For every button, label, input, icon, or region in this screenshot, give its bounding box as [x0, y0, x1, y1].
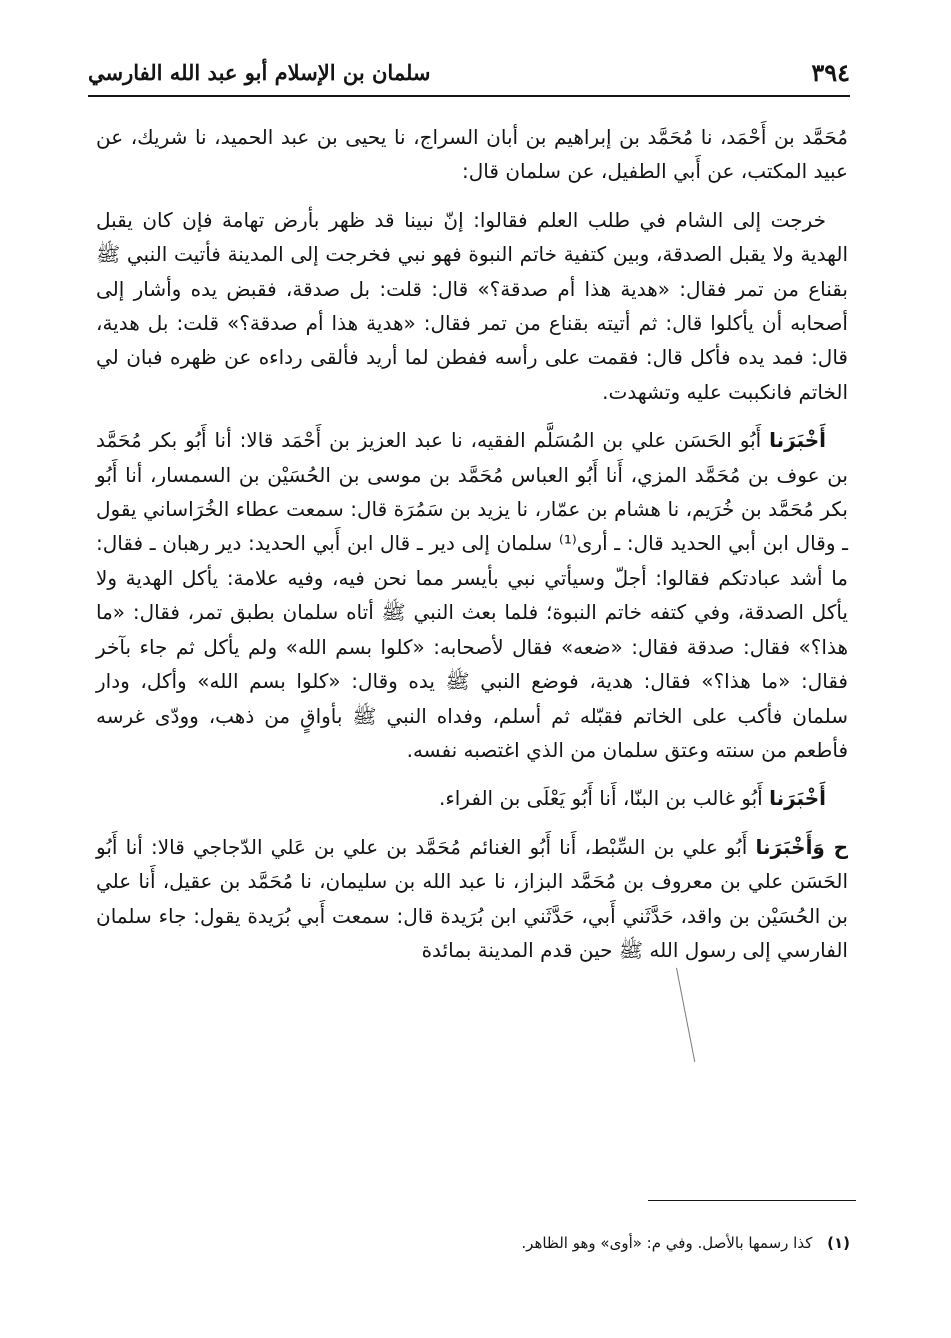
- paragraph-text: أَبُو الحَسَن علي بن المُسَلَّم الفقيه، نا عبد العزيز بن أَحْمَد قالا: أنا أَبُو بكر مُحَمَّد بن عوف بن مُحَمَّد المزي، أَنا أَبُو العباس مُحَمَّد بن موسى بن الحُسَيْن بن السمسار، أنا أَبُو بكر مُحَمَّد بن خُرَيم، نا هشام بن عمّار، نا يزيد بن سَمُرَة قال: سمعت عطاء الخُرَاساني يقول ـ وقال ابن أبي الحديد قال: ـ أرى⁽¹⁾ سلمان إلى دير ـ قال ابن أَبي الحديد: دير رهبان ـ فقال: ما أشد عبادتكم فقالوا: أجلّ وسيأتي نبي بأيسر مما نحن فيه، وفيه علامة: يأكل الهدية ولا يأكل الصدقة، وفي كتفه خاتم النبوة؛ فلما بعث النبي ﷺ أتاه سلمان بطبق تمر، فقال: «ما هذا؟» فقال: صدقة فقال: «ضعه» فقال لأصحابه: «كلوا بسم الله» ولم يأكل ثم جاء بآخر فقال: «ما هذا؟» فقال: هدية، فوضع النبي ﷺ يده وقال: «كلوا بسم الله» وأكل، ودار سلمان فأكب على الخاتم فقبّله ثم أسلم، وفداه النبي ﷺ بأواقٍ من ذهب، وودّى غرسه فأطعم من سنته وعتق سلمان من الذي اغتصبه نفسه.: [96, 428, 848, 762]
- paragraph-narration: [96, 203, 848, 409]
- footnote-marker: (١): [827, 1234, 850, 1252]
- paragraph-isnad: [96, 120, 848, 189]
- page-number: ٣٩٤: [811, 58, 850, 87]
- paragraph-text: أَبُو علي بن السِّبْط، أَنا أَبُو الغنائم مُحَمَّد بن علي بن عَلي الدّجاجي قالا: أنا أَبُو الحَسَن علي بن معروف بن مُحَمَّد البزاز، نا عبد الله بن سليمان، نا مُحَمَّد بن عقيل، أَنا علي بن الحُسَيْن بن واقد، حَدَّثَني أَبي، حَدَّثَني ابن بُرَيدة قال: سمعت أَبي بُرَيدة يقول: جاء سلمان الفارسي إلى رسول الله ﷺ حين قدم المدينة بمائدة: [96, 834, 848, 962]
- scan-artifact-line: [676, 968, 695, 1062]
- paragraph-akhbarana-1: [96, 423, 848, 767]
- paragraph-akhbarana-2: [96, 781, 848, 815]
- paragraph-text: أَبُو غالب بن البنّا، أَنا أَبُو يَعْلَى بن الفراء.: [438, 786, 763, 811]
- footnote-text: كذا رسمها بالأصل. وفي م: «أوى» وهو الظاهر.: [521, 1234, 813, 1252]
- paragraph-akhbarana-3: [96, 830, 848, 968]
- paragraph-keyword: أَخْبَرَنا: [769, 428, 827, 453]
- header-rule: [88, 95, 850, 97]
- paragraph-text: مُحَمَّد بن أَحْمَد، نا مُحَمَّد بن إبراهيم بن أبان السراج، نا يحيى بن عبد الحميد، نا شريك، عن عبيد المكتب، عن أَبي الطفيل، عن سلمان قال:: [96, 125, 848, 184]
- main-text: [96, 120, 848, 967]
- paragraph-keyword: ح وَأَخْبَرَنا: [755, 834, 849, 859]
- footnote: [360, 1232, 850, 1254]
- paragraph-keyword: أَخْبَرَنا: [769, 786, 826, 811]
- page-header: [88, 56, 850, 100]
- running-title: سلمان بن الإسلام أبو عبد الله الفارسي: [88, 60, 431, 85]
- paragraph-text: خرجت إلى الشام في طلب العلم فقالوا: إنّ نبينا قد ظهر بأرض تهامة فإن كان يقبل الهدية ولا يقبل الصدقة، وبين كتفية خاتم النبوة فهو نبي فخرجت إلى المدينة فأتيت النبي ﷺ بقناع من تمر فقال: «هدية هذا أم صدقة؟» قال: قلت: بل صدقة، فقبض يده وأشار إلى أصحابه أن يأكلوا قال: ثم أتيته بقناع من تمر فقال: «هدية هذا أم صدقة؟» قلت: بل هدية، قال: فمد يده فأكل قال: فقمت على رأسه ففطن لما أريد فألقى رداءه عن ظهره فبان لي الخاتم فانكببت عليه وتشهدت.: [96, 207, 848, 404]
- footnote-rule: [648, 1200, 856, 1201]
